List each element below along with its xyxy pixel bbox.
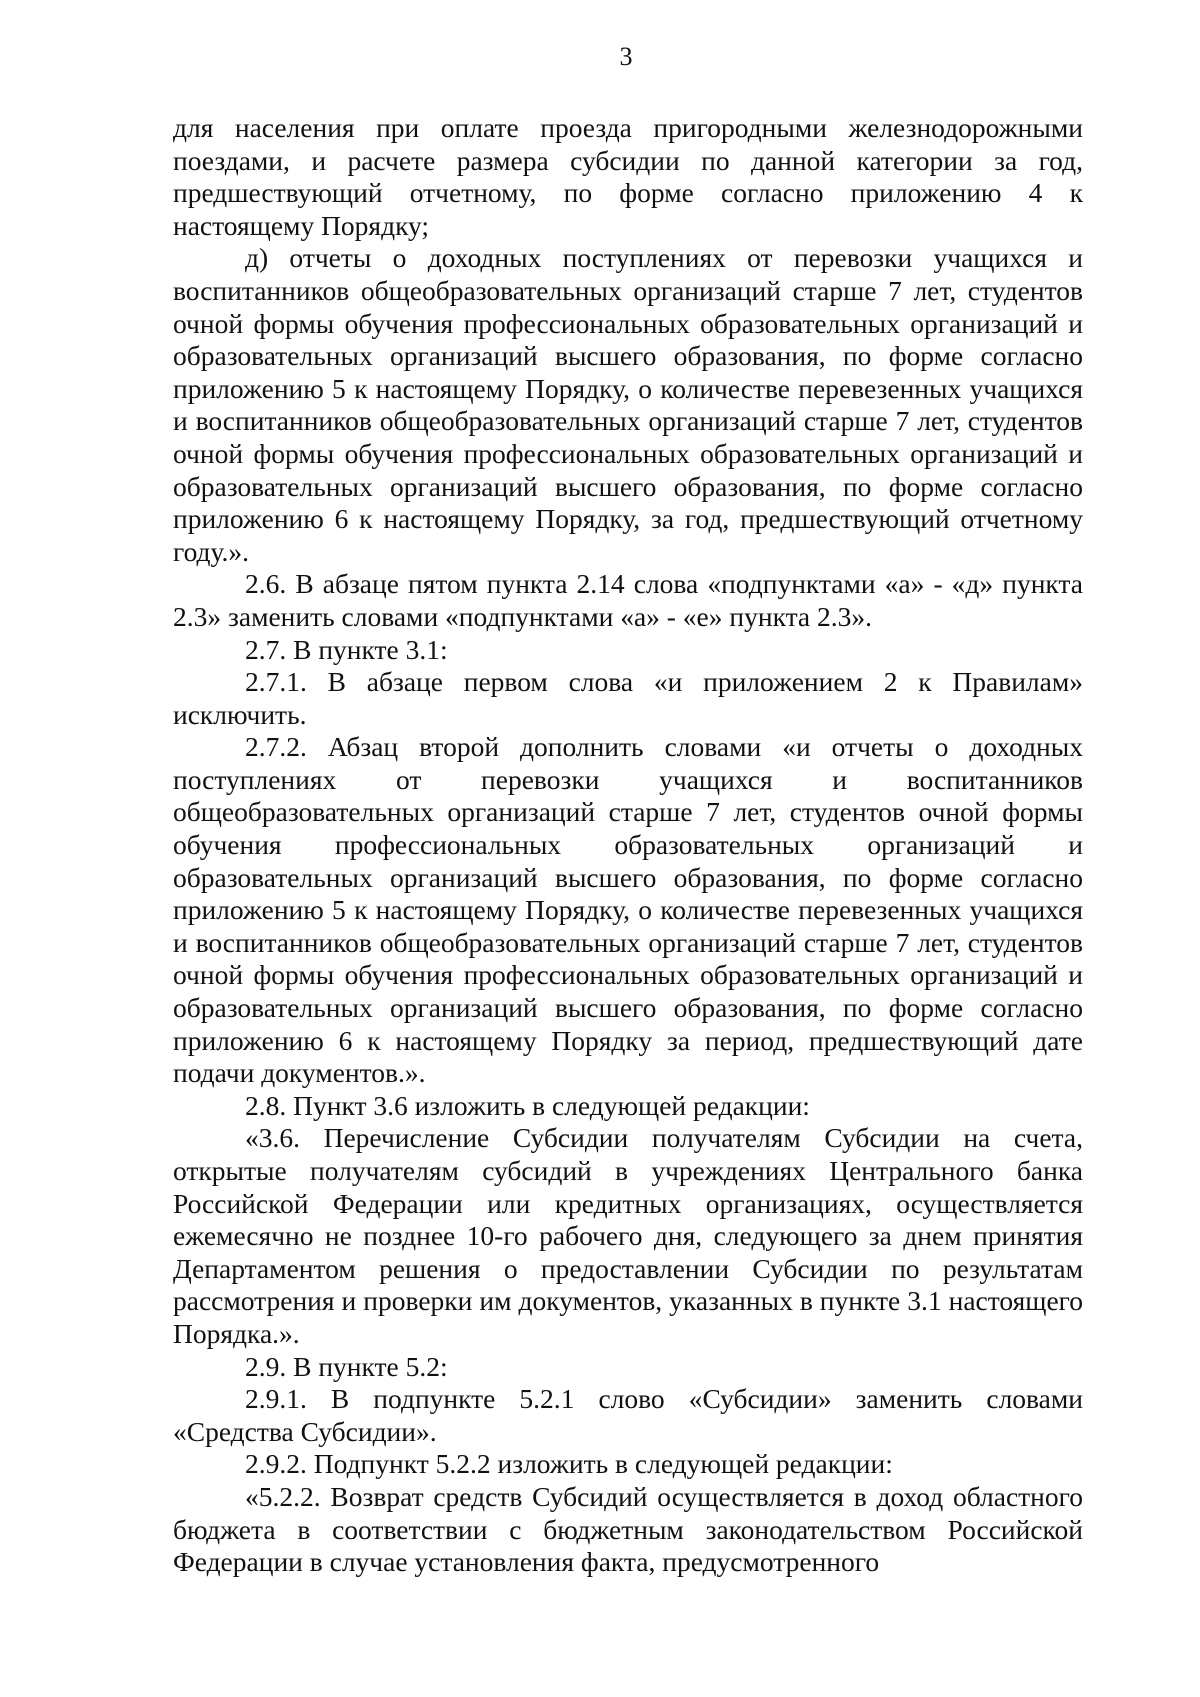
paragraph-2-6: 2.6. В абзаце пятом пункта 2.14 слова «подпунктами «а» - «д» пункта 2.3» заменить словами «подпунктами «а» - «е» пункта 2.3». xyxy=(173,568,1083,632)
paragraph-2-7: 2.7. В пункте 3.1: xyxy=(245,633,448,665)
paragraph-2-9-1: 2.9.1. В подпункте 5.2.1 слово «Субсидии» заменить словами «Средства Субсидии». xyxy=(173,1383,1083,1447)
paragraph-3-6-quote: «3.6. Перечисление Субсидии получателям Субсидии на счета, открытые получателям субсидий в учреждениях Центрального банка Российской Федерации или кредитных организациях, осуществляется ежемесячно не позднее 10-го рабочего дня, следующего за днем принятия Департаментом решения о предоставлении Субсидии по результатам рассмотрения и проверки им документов, указанных в пункте 3.1 настоящего Порядка.». xyxy=(173,1122,1083,1349)
paragraph-2-7-1: 2.7.1. В абзаце первом слова «и приложением 2 к Правилам» исключить. xyxy=(173,666,1083,730)
paragraph-2-9-2: 2.9.2. Подпункт 5.2.2 изложить в следующей редакции: xyxy=(245,1448,893,1480)
document-body xyxy=(173,112,1083,1579)
paragraph-2-7-2: 2.7.2. Абзац второй дополнить словами «и отчеты о доходных поступлениях от перевозки учащихся и воспитанников общеобразовательных организаций старше 7 лет, студентов очной формы обучения профессиональных образовательных организаций и образовательных организаций высшего образования, по форме согласно приложению 5 к настоящему Порядку, о количестве перевезенных учащихся и воспитанников общеобразовательных организаций старше 7 лет, студентов очной формы обучения профессиональных образовательных организаций и образовательных организаций высшего образования, по форме согласно приложению 6 к настоящему Порядку за период, предшествующий дате подачи документов.». xyxy=(173,731,1083,1089)
paragraph-2-8: 2.8. Пункт 3.6 изложить в следующей редакции: xyxy=(245,1089,810,1121)
paragraph-subitem-d: д) отчеты о доходных поступлениях от перевозки учащихся и воспитанников общеобразовательных организаций старше 7 лет, студентов очной формы обучения профессиональных образовательных организаций и образовательных организаций высшего образования, по форме согласно приложению 5 к настоящему Порядку, о количестве перевезенных учащихся и воспитанников общеобразовательных организаций старше 7 лет, студентов очной формы обучения профессиональных образовательных организаций и образовательных организаций высшего образования, по форме согласно приложению 6 к настоящему Порядку, за год, предшествующий отчетному году.». xyxy=(173,242,1083,567)
page-number: 3 xyxy=(619,42,633,71)
paragraph-2-9: 2.9. В пункте 5.2: xyxy=(245,1350,448,1382)
paragraph-5-2-2-quote: «5.2.2. Возврат средств Субсидий осуществляется в доход областного бюджета в соответствии с бюджетным законодательством Российской Федерации в случае установления факта, предусмотренного xyxy=(173,1480,1083,1578)
paragraph-continuation: для населения при оплате проезда пригородными железнодорожными поездами, и расчете размера субсидии по данной категории за год, предшествующий отчетному, по форме согласно приложению 4 к настоящему Порядку; xyxy=(173,112,1083,241)
